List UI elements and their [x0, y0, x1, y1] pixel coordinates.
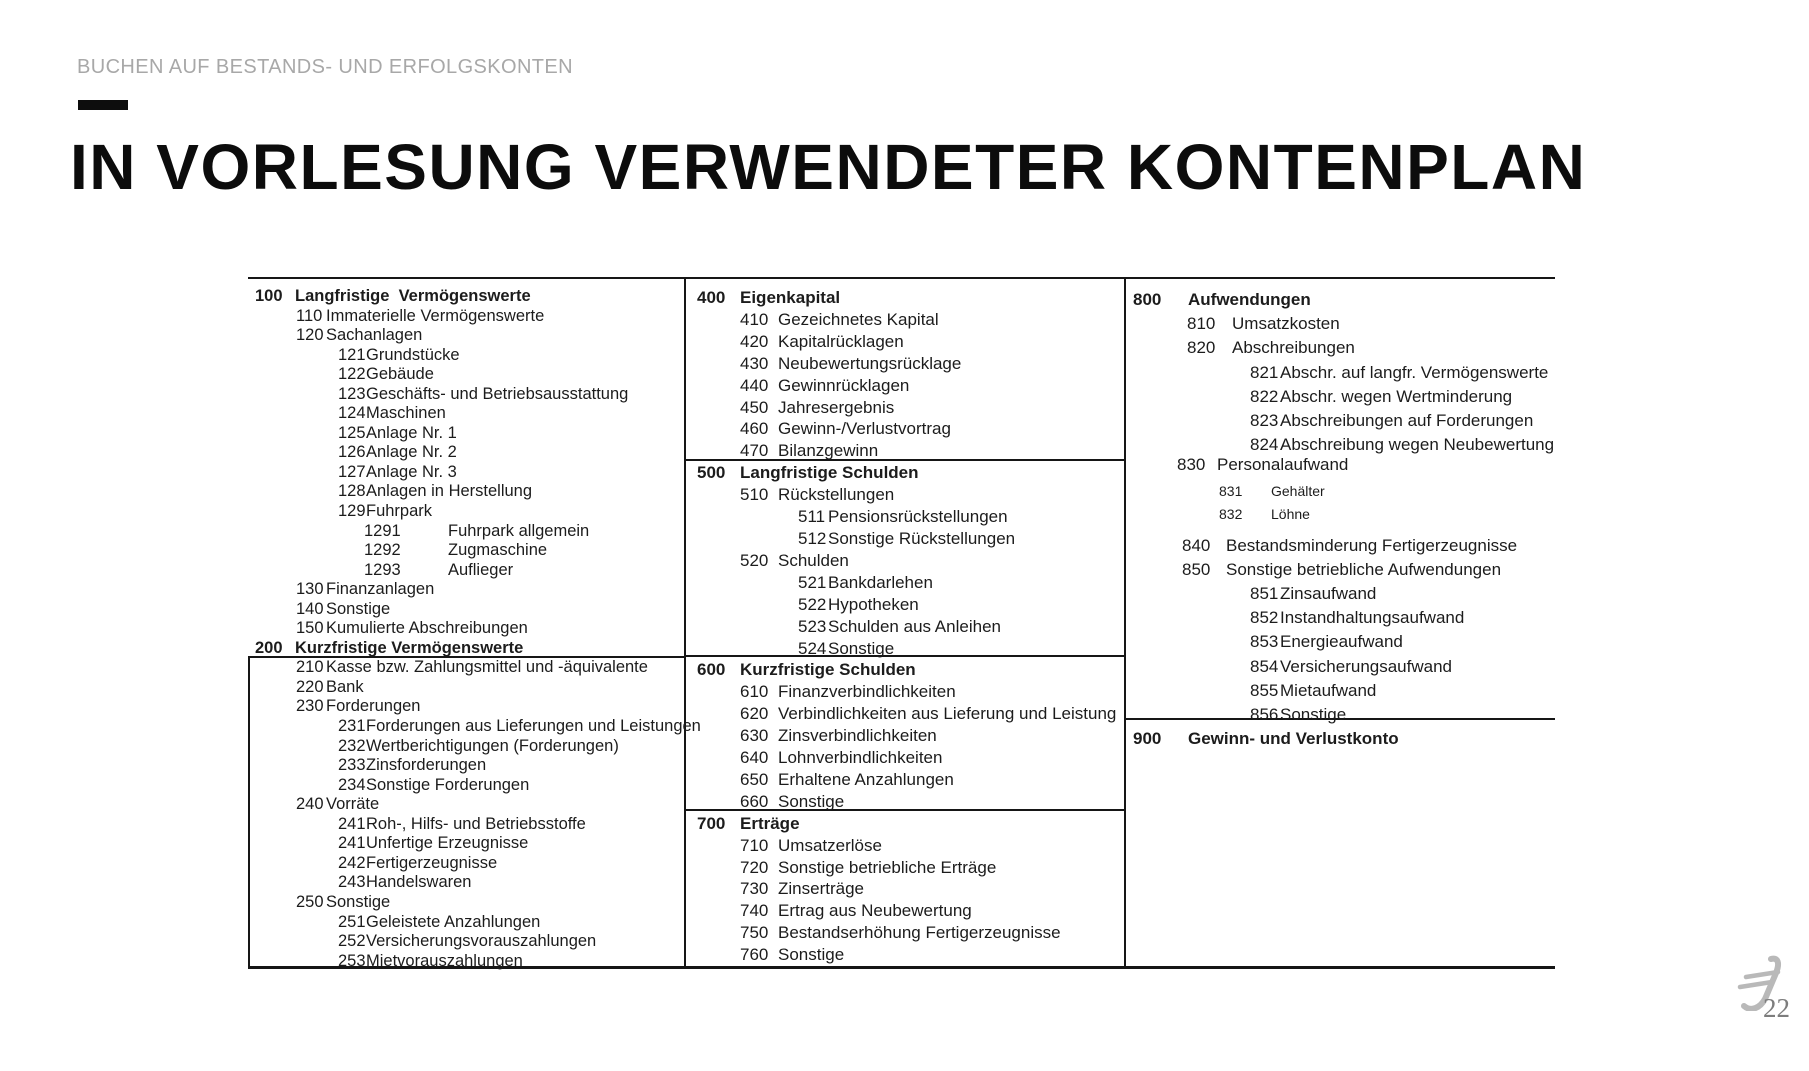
account-label: Sonstige — [828, 638, 895, 658]
account-number: 511 — [798, 507, 826, 527]
account-number: 210 — [296, 658, 324, 677]
account-number: 460 — [740, 419, 769, 439]
account-number: 125 — [338, 423, 366, 442]
account-number: 820 — [1187, 338, 1216, 358]
account-number: 500 — [697, 463, 726, 483]
account-label: Maschinen — [366, 404, 446, 423]
account-number: 822 — [1250, 386, 1279, 406]
account-row — [248, 776, 684, 796]
account-number: 852 — [1250, 608, 1279, 628]
account-number: 128 — [338, 482, 366, 501]
account-row — [248, 463, 684, 483]
account-row — [248, 502, 684, 522]
account-row — [1124, 558, 1555, 582]
account-label: Langfristige Vermögenswerte — [295, 287, 531, 305]
account-row — [1124, 503, 1555, 526]
account-number: 851 — [1250, 584, 1279, 604]
account-number: 821 — [1250, 362, 1279, 382]
account-label: Forderungen aus Lieferungen und Leistungen — [366, 717, 701, 736]
account-number: 430 — [740, 353, 769, 373]
account-row — [684, 616, 1124, 638]
account-label: Zinsaufwand — [1280, 584, 1377, 604]
account-row — [684, 703, 1124, 725]
account-row — [684, 857, 1124, 879]
account-number: 512 — [798, 528, 827, 548]
account-label: Bank — [326, 677, 364, 696]
account-row — [684, 484, 1124, 506]
account-label: Verbindlichkeiten aus Lieferung und Leistung — [778, 704, 1117, 724]
account-number: 850 — [1182, 559, 1211, 579]
account-label: Geleistete Anzahlungen — [366, 912, 541, 931]
account-row — [248, 913, 684, 933]
account-number: 831 — [1219, 482, 1243, 499]
account-label: Fuhrpark allgemein — [448, 521, 590, 540]
account-row — [248, 639, 684, 659]
account-row — [248, 678, 684, 698]
account-row — [248, 287, 684, 307]
account-row — [684, 440, 1124, 462]
account-row — [684, 747, 1124, 769]
account-label: Erhaltene Anzahlungen — [778, 769, 954, 789]
account-label: Wertberichtigungen (Forderungen) — [366, 736, 619, 755]
account-label: Jahresergebnis — [778, 397, 895, 417]
account-row — [684, 462, 1124, 484]
account-number: 241 — [338, 814, 366, 833]
account-number: 140 — [296, 599, 324, 618]
account-row — [248, 932, 684, 952]
account-label: Sonstige Forderungen — [366, 775, 530, 794]
account-row — [248, 385, 684, 405]
account-number: 730 — [740, 879, 769, 899]
account-number: 700 — [697, 813, 726, 833]
account-row — [1124, 453, 1555, 477]
account-row — [684, 769, 1124, 791]
account-row — [684, 900, 1124, 922]
account-label: Sonstige — [778, 945, 845, 965]
account-row — [1124, 480, 1555, 503]
account-label: Versicherungsaufwand — [1280, 656, 1453, 676]
account-label: Zugmaschine — [448, 541, 548, 560]
account-row — [248, 834, 684, 854]
account-row — [1124, 312, 1555, 336]
account-number: 122 — [338, 365, 366, 384]
account-label: Anlage Nr. 3 — [366, 462, 457, 481]
account-row — [684, 375, 1124, 397]
account-number: 400 — [697, 288, 726, 307]
kontenplan-column-kapital-schulden-ertraege — [684, 279, 1124, 966]
account-label: Zinserträge — [778, 879, 864, 899]
account-label: Rückstellungen — [778, 485, 895, 505]
account-row — [684, 878, 1124, 900]
account-number: 740 — [740, 901, 769, 921]
account-number: 521 — [798, 572, 827, 592]
account-label: Gewinn-/Verlustvortrag — [778, 419, 951, 439]
account-label: Mietvorauszahlungen — [366, 951, 523, 970]
account-row — [1124, 703, 1555, 727]
account-row — [248, 697, 684, 717]
account-label: Bankdarlehen — [828, 572, 933, 592]
account-label: Gezeichnetes Kapital — [778, 309, 939, 329]
account-number: 121 — [338, 345, 366, 364]
account-number: 660 — [740, 791, 769, 811]
account-number: 420 — [740, 331, 769, 351]
account-number: 243 — [338, 873, 366, 892]
account-row — [248, 580, 684, 600]
account-number: 231 — [338, 717, 366, 736]
account-label: Löhne — [1271, 505, 1310, 522]
page-number: 22 — [1763, 993, 1790, 1023]
slide-eyebrow: BUCHEN AUF BESTANDS- UND ERFOLGSKONTEN — [77, 56, 574, 78]
account-label: Forderungen — [326, 697, 421, 716]
kontenplan-table — [248, 277, 1555, 969]
account-row — [684, 944, 1124, 966]
account-label: Instandhaltungsaufwand — [1280, 608, 1465, 628]
account-number: 830 — [1177, 455, 1206, 475]
account-label: Sonstige betriebliche Erträge — [778, 857, 997, 877]
account-number: 233 — [338, 756, 366, 775]
account-number: 120 — [296, 326, 324, 345]
account-number: 250 — [296, 892, 324, 911]
account-row — [684, 638, 1124, 660]
account-row — [684, 791, 1124, 813]
account-label: Bilanzgewinn — [778, 441, 879, 461]
account-row — [684, 287, 1124, 309]
account-label: Bestandsminderung Fertigerzeugnisse — [1226, 535, 1518, 555]
account-row — [248, 737, 684, 757]
account-row — [1124, 288, 1555, 312]
account-label: Gehälter — [1271, 482, 1325, 499]
account-number: 127 — [338, 462, 366, 481]
account-row — [1124, 679, 1555, 703]
account-label: Abschreibungen — [1232, 338, 1355, 358]
account-label: Umsatzkosten — [1232, 314, 1340, 334]
account-row — [1124, 336, 1555, 360]
account-label: Schulden — [778, 550, 849, 570]
account-label: Pensionsrückstellungen — [828, 507, 1008, 527]
account-row — [248, 482, 684, 502]
account-number: 640 — [740, 748, 769, 768]
account-row — [684, 681, 1124, 703]
account-label: Anlage Nr. 1 — [366, 423, 457, 442]
account-row — [248, 404, 684, 424]
account-number: 855 — [1250, 680, 1279, 700]
account-row — [248, 619, 684, 639]
account-number: 832 — [1219, 505, 1243, 522]
account-label: Sonstige — [326, 599, 391, 618]
account-row — [684, 331, 1124, 353]
account-label: Kapitalrücklagen — [778, 331, 904, 351]
account-row — [684, 572, 1124, 594]
account-label: Eigenkapital — [740, 288, 841, 307]
account-label: Immaterielle Vermögenswerte — [326, 306, 545, 325]
account-row — [248, 658, 684, 678]
account-row — [248, 365, 684, 385]
account-row — [248, 561, 684, 581]
account-label: Erträge — [740, 813, 800, 833]
account-label: Unfertige Erzeugnisse — [366, 834, 529, 853]
account-label: Bestandserhöhung Fertigerzeugnisse — [778, 923, 1061, 943]
account-row — [684, 594, 1124, 616]
account-number: 1292 — [364, 541, 401, 560]
account-row — [684, 309, 1124, 331]
account-number: 750 — [740, 923, 769, 943]
account-label: Abschr. wegen Wertminderung — [1280, 386, 1513, 406]
eyebrow-accent-bar — [78, 100, 128, 110]
account-number: 253 — [338, 951, 366, 970]
account-row — [248, 424, 684, 444]
account-number: 129 — [338, 502, 366, 521]
account-row — [248, 795, 684, 815]
account-number: 470 — [740, 441, 769, 461]
account-number: 600 — [697, 660, 726, 680]
account-row — [248, 952, 684, 972]
kontenplan-column-aufwendungen — [1124, 279, 1555, 751]
account-number: 126 — [338, 443, 366, 462]
account-row — [684, 922, 1124, 944]
account-label: Langfristige Schulden — [740, 463, 919, 483]
account-row — [248, 600, 684, 620]
account-label: Abschreibungen auf Forderungen — [1280, 411, 1534, 431]
account-number: 123 — [338, 384, 366, 403]
account-number: 110 — [296, 306, 323, 325]
account-label: Kurzfristige Schulden — [740, 660, 916, 680]
account-number: 240 — [296, 795, 324, 814]
account-row — [1124, 606, 1555, 630]
account-row — [1124, 385, 1555, 409]
account-number: 234 — [338, 775, 366, 794]
account-row — [248, 326, 684, 346]
account-label: Finanzanlagen — [326, 580, 435, 599]
account-number: 824 — [1250, 435, 1279, 455]
account-label: Sonstige Rückstellungen — [828, 528, 1016, 548]
account-number: 220 — [296, 677, 324, 696]
account-label: Aufwendungen — [1188, 290, 1311, 309]
account-label: Sonstige betriebliche Aufwendungen — [1226, 559, 1502, 579]
account-label: Versicherungsvorauszahlungen — [366, 932, 597, 951]
account-label: Sonstige — [326, 892, 391, 911]
account-row — [684, 418, 1124, 440]
account-label: Abschreibung wegen Neubewertung — [1280, 435, 1555, 455]
page-title: IN VORLESUNG VERWENDETER KONTENPLAN — [70, 131, 1587, 203]
account-number: 610 — [740, 682, 769, 702]
account-row — [248, 815, 684, 835]
account-number: 900 — [1133, 729, 1162, 749]
account-label: Energieaufwand — [1280, 632, 1403, 652]
account-number: 523 — [798, 616, 827, 636]
account-number: 440 — [740, 375, 769, 395]
account-row — [1124, 727, 1555, 751]
account-label: Kumulierte Abschreibungen — [326, 619, 528, 638]
account-number: 800 — [1133, 290, 1162, 309]
account-row — [684, 659, 1124, 681]
account-row — [1124, 582, 1555, 606]
account-number: 810 — [1187, 314, 1216, 334]
account-label: Geschäfts- und Betriebsausstattung — [366, 384, 629, 403]
account-label: Mietaufwand — [1280, 680, 1377, 700]
account-row — [684, 550, 1124, 572]
account-row — [248, 893, 684, 913]
account-label: Auflieger — [448, 560, 514, 579]
account-label: Abschr. auf langfr. Vermögenswerte — [1280, 362, 1549, 382]
kontenplan-column-vermoegenswerte — [248, 279, 701, 971]
account-row — [248, 854, 684, 874]
account-label: Personalaufwand — [1217, 455, 1349, 475]
account-number: 522 — [798, 594, 827, 614]
account-number: 520 — [740, 550, 769, 570]
account-row — [684, 813, 1124, 835]
account-label: Gebäude — [366, 365, 434, 384]
account-label: Finanzverbindlichkeiten — [778, 682, 956, 702]
account-number: 630 — [740, 726, 769, 746]
account-number: 124 — [338, 404, 366, 423]
account-label: Gewinn- und Verlustkonto — [1188, 729, 1399, 749]
account-label: Anlage Nr. 2 — [366, 443, 457, 462]
account-number: 856 — [1250, 705, 1279, 725]
account-row — [248, 756, 684, 776]
account-number: 620 — [740, 704, 769, 724]
account-label: Hypotheken — [828, 594, 919, 614]
account-row — [248, 443, 684, 463]
account-number: 840 — [1182, 535, 1211, 555]
account-number: 150 — [296, 619, 324, 638]
account-label: Zinsforderungen — [366, 756, 487, 775]
account-label: Grundstücke — [366, 345, 460, 364]
account-number: 232 — [338, 736, 366, 755]
account-label: Kasse bzw. Zahlungsmittel und -äquivalente — [326, 658, 648, 677]
account-label: Lohnverbindlichkeiten — [778, 748, 943, 768]
account-row — [248, 873, 684, 893]
account-label: Gewinnrücklagen — [778, 375, 910, 395]
account-label: Sachanlagen — [326, 326, 423, 345]
account-number: 1291 — [364, 521, 401, 540]
account-number: 230 — [296, 697, 324, 716]
account-number: 130 — [296, 580, 324, 599]
account-number: 252 — [338, 932, 366, 951]
account-label: Ertrag aus Neubewertung — [778, 901, 972, 921]
account-number: 241 — [338, 834, 366, 853]
account-label: Roh-, Hilfs- und Betriebsstoffe — [366, 814, 586, 833]
account-row — [248, 717, 701, 737]
account-number: 760 — [740, 945, 769, 965]
account-label: Schulden aus Anleihen — [828, 616, 1001, 636]
account-number: 650 — [740, 769, 769, 789]
account-number: 510 — [740, 485, 769, 505]
account-row — [248, 346, 684, 366]
account-row — [684, 397, 1124, 419]
account-row — [684, 835, 1124, 857]
account-number: 720 — [740, 857, 769, 877]
account-number: 200 — [255, 638, 283, 657]
account-label: Umsatzerlöse — [778, 835, 882, 855]
account-number: 823 — [1250, 411, 1279, 431]
account-row — [1124, 655, 1555, 679]
account-row — [684, 353, 1124, 375]
account-label: Anlagen in Herstellung — [366, 482, 533, 501]
account-row — [1124, 409, 1555, 433]
account-label: Neubewertungsrücklage — [778, 353, 962, 373]
account-number: 100 — [255, 287, 283, 305]
account-number: 710 — [740, 835, 769, 855]
account-number: 410 — [740, 309, 769, 329]
account-row — [684, 725, 1124, 747]
account-label: Fuhrpark — [366, 502, 433, 521]
account-label: Sonstige — [1280, 705, 1347, 725]
account-number: 450 — [740, 397, 769, 417]
account-row — [684, 528, 1124, 550]
account-number: 251 — [338, 912, 366, 931]
account-label: Sonstige — [778, 791, 845, 811]
account-row — [248, 541, 684, 561]
account-number: 524 — [798, 638, 827, 658]
account-label: Kurzfristige Vermögenswerte — [295, 638, 524, 657]
account-label: Fertigerzeugnisse — [366, 853, 498, 872]
account-number: 1293 — [364, 560, 401, 579]
account-number: 242 — [338, 853, 366, 872]
account-number: 854 — [1250, 656, 1279, 676]
account-row — [1124, 361, 1555, 385]
account-label: Handelswaren — [366, 873, 472, 892]
account-number: 853 — [1250, 632, 1279, 652]
account-row — [684, 506, 1124, 528]
account-row — [1124, 630, 1555, 654]
account-row — [1124, 534, 1555, 558]
account-label: Vorräte — [326, 795, 380, 814]
account-label: Zinsverbindlichkeiten — [778, 726, 937, 746]
account-row — [248, 522, 684, 542]
account-row — [248, 307, 684, 327]
